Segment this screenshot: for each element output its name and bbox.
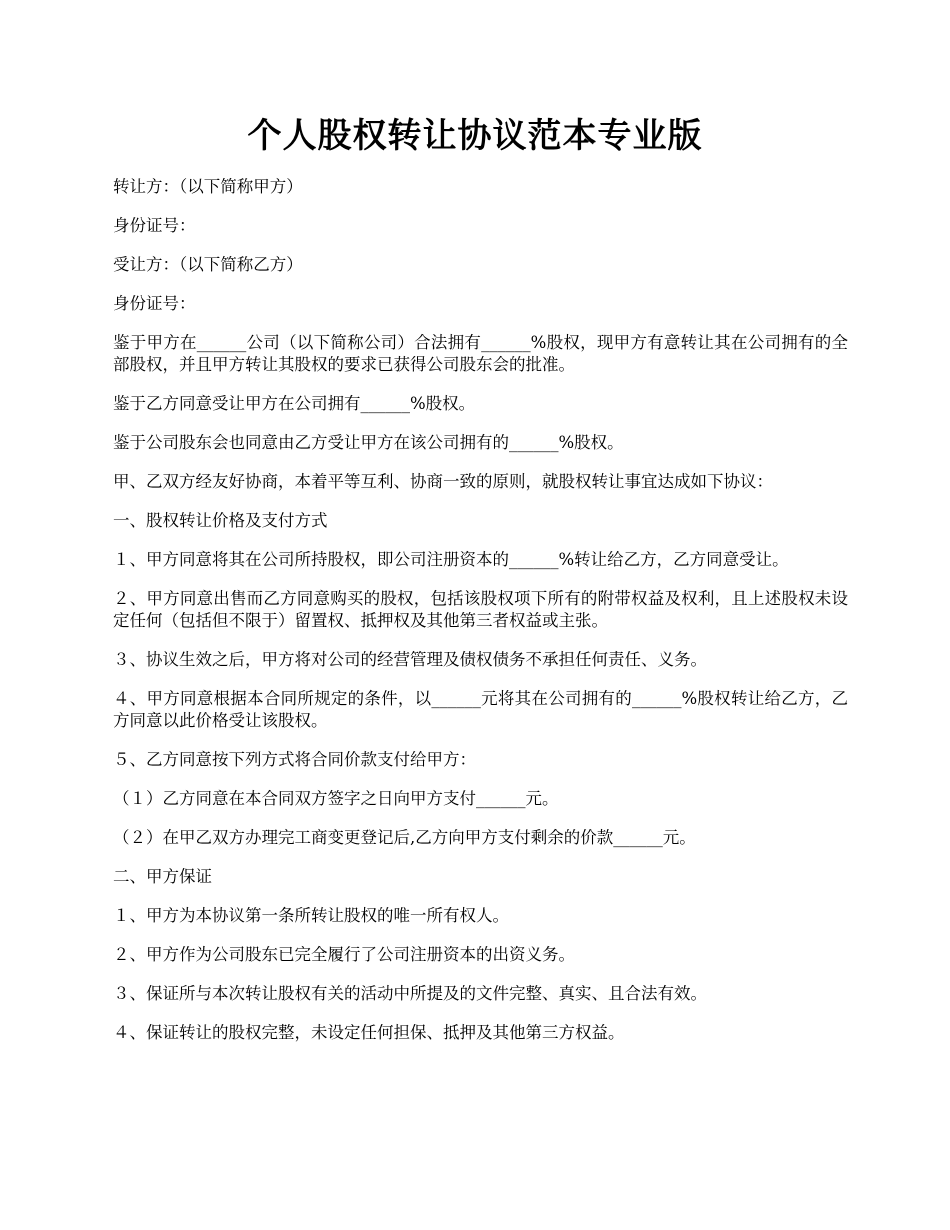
clause-paragraph: （２）在甲乙双方办理完工商变更登记后,乙方向甲方支付剩余的价款______元。	[113, 828, 696, 847]
recital-paragraph: 鉴于公司股东会也同意由乙方受让甲方在该公司拥有的______%股权。	[113, 433, 624, 452]
clause-paragraph: ４、保证转让的股权完整，未设定任何担保、抵押及其他第三方权益。	[113, 1023, 625, 1042]
section-heading: 一、股权转让价格及支付方式	[113, 511, 328, 530]
agreement-intro-paragraph: 甲、乙双方经友好协商，本着平等互利、协商一致的原则，就股权转让事宜达成如下协议：	[113, 472, 773, 491]
clause-paragraph: （１）乙方同意在本合同双方签字之日向甲方支付______元。	[113, 789, 559, 808]
clause-paragraph: １、甲方为本协议第一条所转让股权的唯一所有权人。	[113, 906, 509, 925]
clause-paragraph: ２、甲方同意出售而乙方同意购买的股权，包括该股权项下所有的附带权益及权利，且上述股权未设定任何（包括但不限于）留置权、抵押权及其他第三者权益或主张。	[113, 589, 848, 630]
party-a-line: 转让方：（以下简称甲方）	[113, 177, 303, 196]
clause-paragraph: ３、保证所与本次转让股权有关的活动中所提及的文件完整、真实、且合法有效。	[113, 984, 707, 1003]
party-b-line: 受让方：（以下简称乙方）	[113, 255, 303, 274]
clause-paragraph: ３、协议生效之后，甲方将对公司的经营管理及债权债务不承担任何责任、义务。	[113, 650, 707, 669]
party-b-id-line: 身份证号：	[113, 294, 196, 313]
recital-paragraph: 鉴于甲方在______公司（以下简称公司）合法拥有______%股权，现甲方有意转让其在公司拥有的全部股权，并且甲方转让其股权的要求已获得公司股东会的批准。	[113, 333, 848, 374]
clause-paragraph: ２、甲方作为公司股东已完全履行了公司注册资本的出资义务。	[113, 945, 575, 964]
clause-paragraph: ４、甲方同意根据本合同所规定的条件，以______元将其在公司拥有的______%股权转让给乙方，乙方同意以此价格受让该股权。	[113, 689, 848, 730]
document-body	[113, 176, 848, 1061]
party-a-id-line: 身份证号：	[113, 216, 196, 235]
recital-paragraph: 鉴于乙方同意受让甲方在公司拥有______%股权。	[113, 394, 476, 413]
document-title: 个人股权转让协议范本专业版	[247, 116, 703, 156]
clause-paragraph: １、甲方同意将其在公司所持股权，即公司注册资本的______%转让给乙方，乙方同意受让。	[113, 550, 789, 569]
clause-paragraph: ５、乙方同意按下列方式将合同价款支付给甲方：	[113, 750, 476, 769]
section-heading: 二、甲方保证	[113, 867, 212, 886]
